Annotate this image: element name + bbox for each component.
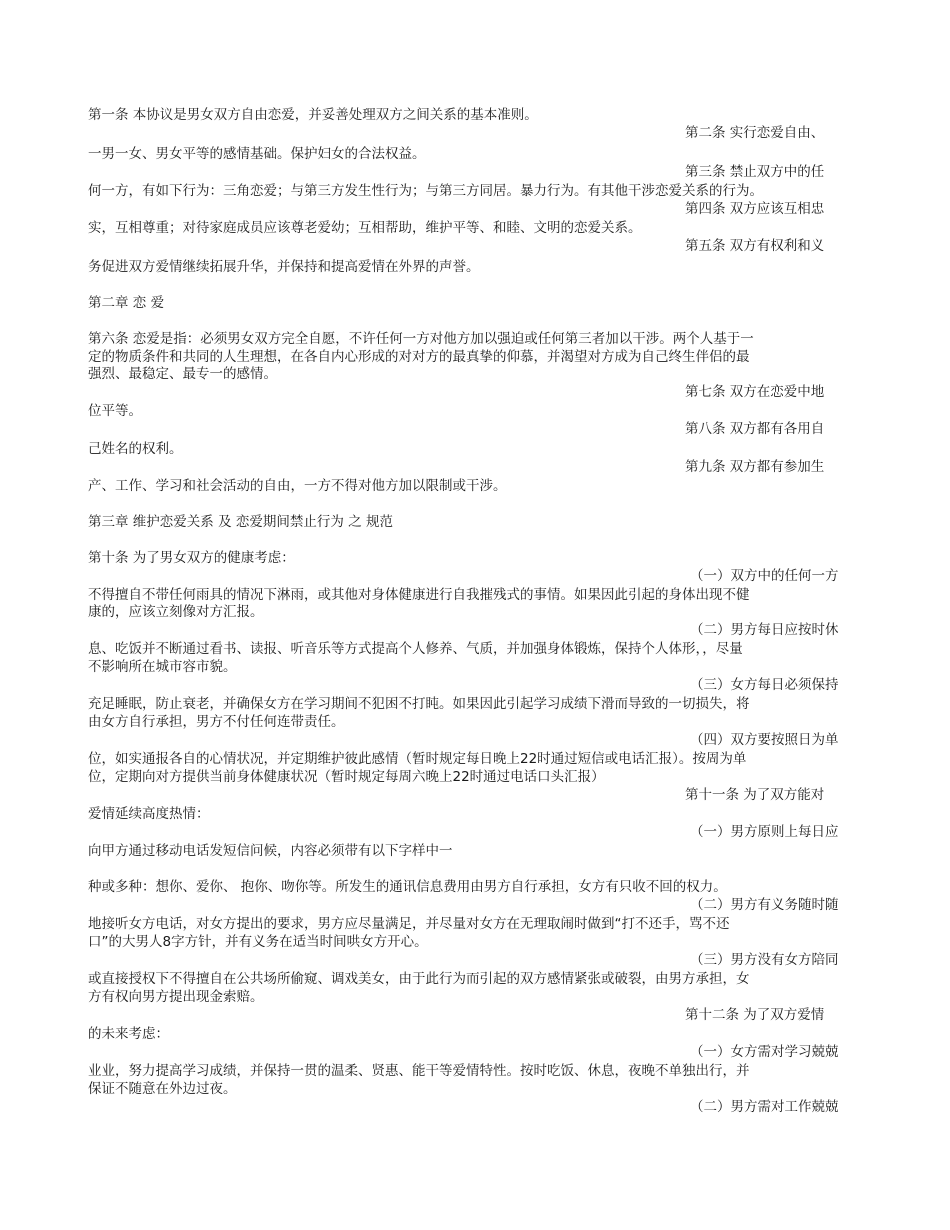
text-line: （二）男方有义务随时随 <box>690 897 839 913</box>
text-line: 己姓名的权利。 <box>88 441 183 457</box>
text-line: （一）男方原则上每日应 <box>690 824 839 840</box>
text-line: （三）男方没有女方陪同 <box>690 952 839 968</box>
text-line: 种或多种：想你、爱你、 抱你、吻你等。所发生的通讯信息费用由男方自行承担，女方有只收不回的权力。 <box>88 879 727 895</box>
text-line: 位，定期向对方提供当前身体健康状况（暂时规定每周六晚上22时通过电话口头汇报） <box>88 769 605 785</box>
text-line: 位，如实通报各自的心情状况，并定期维护彼此感情（暂时规定每日晚上22时通过短信或电话汇报）。按周为单 <box>88 751 747 767</box>
text-line: 定的物质条件和共同的人生理想，在各自内心形成的对对方的最真挚的仰慕，并渴望对方成为自己终生伴侣的最 <box>88 349 750 365</box>
text-line: 强烈、最稳定、最专一的感情。 <box>88 366 277 382</box>
text-line: 第十条 为了男女双方的健康考虑： <box>88 550 295 566</box>
text-line: 位平等。 <box>88 403 142 419</box>
text-line: 一男一女、男女平等的感情基础。保护妇女的合法权益。 <box>88 146 426 162</box>
text-line: 第八条 双方都有各用自 <box>685 421 825 437</box>
text-line: 口”的大男人8字方针，并有义务在适当时间哄女方开心。 <box>88 934 428 950</box>
text-line: （二）男方每日应按时休 <box>690 622 839 638</box>
text-line: 保证不随意在外边过夜。 <box>88 1081 237 1097</box>
text-line: 方有权向男方提出现金索赔。 <box>88 989 264 1005</box>
text-line: 何一方，有如下行为：三角恋爱；与第三方发生性行为；与第三方同居。暴力行为。有其他干涉恋爱关系的行为。 <box>88 183 763 199</box>
text-line: （三）女方每日必须保持 <box>690 677 839 693</box>
text-line: （一）双方中的任何一方 <box>690 568 839 584</box>
text-line: 康的，应该立刻像对方汇报。 <box>88 604 264 620</box>
text-line: 爱情延续高度热情： <box>88 806 210 822</box>
text-line: 务促进双方爱情继续拓展升华，并保持和提高爱情在外界的声誉。 <box>88 259 480 275</box>
text-line: 第十一条 为了双方能对 <box>685 787 825 803</box>
text-line: 地接听女方电话，对女方提出的要求，男方应尽量满足，并尽量对女方在无理取闹时做到“打不还手，骂不还 <box>88 916 730 932</box>
text-line: 不得擅自不带任何雨具的情况下淋雨，或其他对身体健康进行自我摧残式的事情。如果因此引起的身体出现不健 <box>88 587 750 603</box>
text-line: 第九条 双方都有参加生 <box>685 459 825 475</box>
text-line: 业业，努力提高学习成绩，并保持一贯的温柔、贤惠、能干等爱情特性。按时吃饭、休息，夜晚不单独出行，并 <box>88 1063 750 1079</box>
text-line: 充足睡眠，防止衰老，并确保女方在学习期间不犯困不打盹。如果因此引起学习成绩下滑而导致的一切损失，将 <box>88 696 750 712</box>
chapter-heading: 第三章 维护恋爱关系 及 恋爱期间禁止行为 之 规范 <box>88 514 393 530</box>
text-line: 第三条 禁止双方中的任 <box>685 164 825 180</box>
text-line: 第六条 恋爱是指：必须男女双方完全自愿，不许任何一方对他方加以强迫或任何第三者加以干涉。两个人基于一 <box>88 331 754 347</box>
text-line: 由女方自行承担，男方不付任何连带责任。 <box>88 714 345 730</box>
text-line: 产、工作、学习和社会活动的自由，一方不得对他方加以限制或干涉。 <box>88 478 507 494</box>
text-line: 向甲方通过移动电话发短信问候，内容必须带有以下字样中一 <box>88 843 453 859</box>
text-line: 不影响所在城市容市貌。 <box>88 659 237 675</box>
text-line: （四）双方要按照日为单 <box>690 732 839 748</box>
text-line: 第二条 实行恋爱自由、 <box>685 125 825 141</box>
text-line: 第五条 双方有权利和义 <box>685 238 825 254</box>
chapter-heading: 第二章 恋 爱 <box>88 295 165 311</box>
text-line: 息、吃饭并不断通过看书、读报、听音乐等方式提高个人修养、气质，并加强身体锻炼，保持个人体形，，尽量 <box>88 641 743 657</box>
text-line: （二）男方需对工作兢兢 <box>690 1099 839 1115</box>
text-line: 或直接授权下不得擅自在公共场所偷窥、调戏美女，由于此行为而引起的双方感情紧张或破裂，由男方承担，女 <box>88 971 750 987</box>
text-line: 第一条 本协议是男女双方自由恋爱，并妥善处理双方之间关系的基本准则。 <box>88 107 538 123</box>
text-line: 的未来考虑： <box>88 1026 169 1042</box>
text-line: 实，互相尊重；对待家庭成员应该尊老爱幼；互相帮助，维护平等、和睦、文明的恋爱关系。 <box>88 220 642 236</box>
text-line: 第七条 双方在恋爱中地 <box>685 384 825 400</box>
text-line: （一）女方需对学习兢兢 <box>690 1044 839 1060</box>
text-line: 第十二条 为了双方爱情 <box>685 1007 825 1023</box>
text-line: 第四条 双方应该互相忠 <box>685 201 825 217</box>
